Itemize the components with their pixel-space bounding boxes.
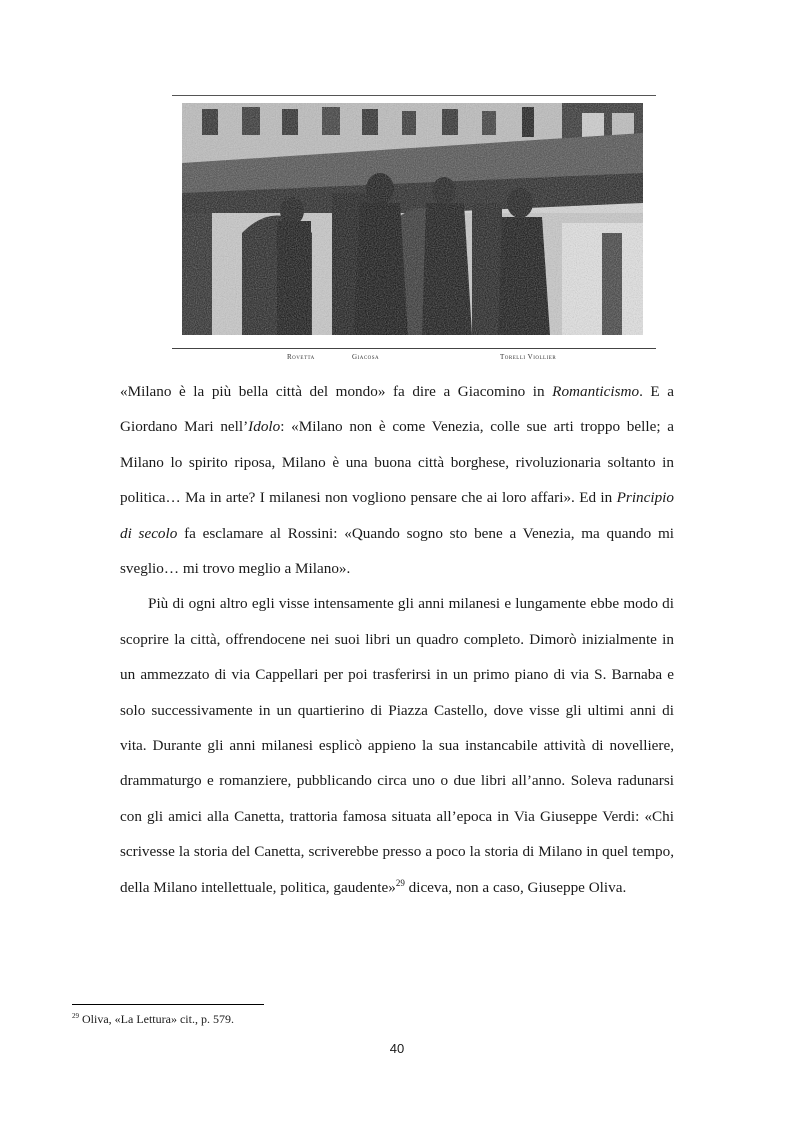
text-run: : «Milano non è come Venezia, colle sue arti troppo belle; a Milano lo spirito riposa, Milano è una buona città borghese, rivoluzionaria soltanto in politica… Ma in arte? I milanesi non vogliono pensare che ai loro affari». Ed in <box>120 418 674 507</box>
footnote <box>72 1012 234 1027</box>
paragraph <box>120 374 674 586</box>
figure-caption-giacosa: Giacosa <box>352 353 380 361</box>
footnote-number: 29 <box>72 1012 79 1020</box>
footnote-reference: 29 <box>395 877 405 888</box>
paragraph <box>120 586 674 905</box>
footnote-separator <box>72 1004 264 1005</box>
body-text <box>120 374 674 905</box>
text-run: Più di ogni altro egli visse intensamente gli anni milanesi e lungamente ebbe modo di scoprire la città, offrendocene nei suoi libri un quadro completo. Dimorò inizialmente in un ammezzato di via Cappellari per poi trasferirsi in un primo piano di via S. Barnaba e solo successivamente in un quartierino di Piazza Castello, dove visse gli ultimi anni di vita. Durante gli anni milanesi esplicò appieno la sua instancabile attività di novelliere, drammaturgo e romanziere, pubblicando circa uno o due libri all’anno. Soleva radunarsi con gli amici alla Canetta, trattoria famosa situata all’epoca in Via Giuseppe Verdi: «Chi scrivesse la storia del Canetta, scriverebbe presso a poco la storia di Milano in quel tempo, della Milano intellettuale, politica, gaudente» <box>120 595 674 896</box>
figure-bottom-rule <box>172 348 656 349</box>
text-run: diceva, non a caso, Giuseppe Oliva. <box>404 878 627 896</box>
italic-title: Principio di secolo <box>120 489 674 542</box>
figure-top-rule <box>172 95 656 96</box>
text-run: . E a Giordano Mari nell’ <box>120 383 674 436</box>
figure-caption-torelli-viollier: Torelli Viollier <box>500 353 557 361</box>
text-run: «Milano è la più bella città del mondo» fa dire a Giacomino in <box>120 383 553 400</box>
page-number: 40 <box>389 1041 405 1056</box>
figure-caption-rovetta: Rovetta <box>287 353 315 361</box>
text-run: fa esclamare al Rossini: «Quando sogno sto bene a Venezia, ma quando mi sveglio… mi trovo meglio a Milano». <box>120 524 674 578</box>
italic-title: Idolo <box>248 418 281 436</box>
figure <box>172 95 656 365</box>
historical-photograph <box>182 103 643 335</box>
footnote-text: Oliva, «La Lettura» cit., p. 579. <box>79 1012 234 1026</box>
italic-title: Romanticismo <box>552 383 640 400</box>
